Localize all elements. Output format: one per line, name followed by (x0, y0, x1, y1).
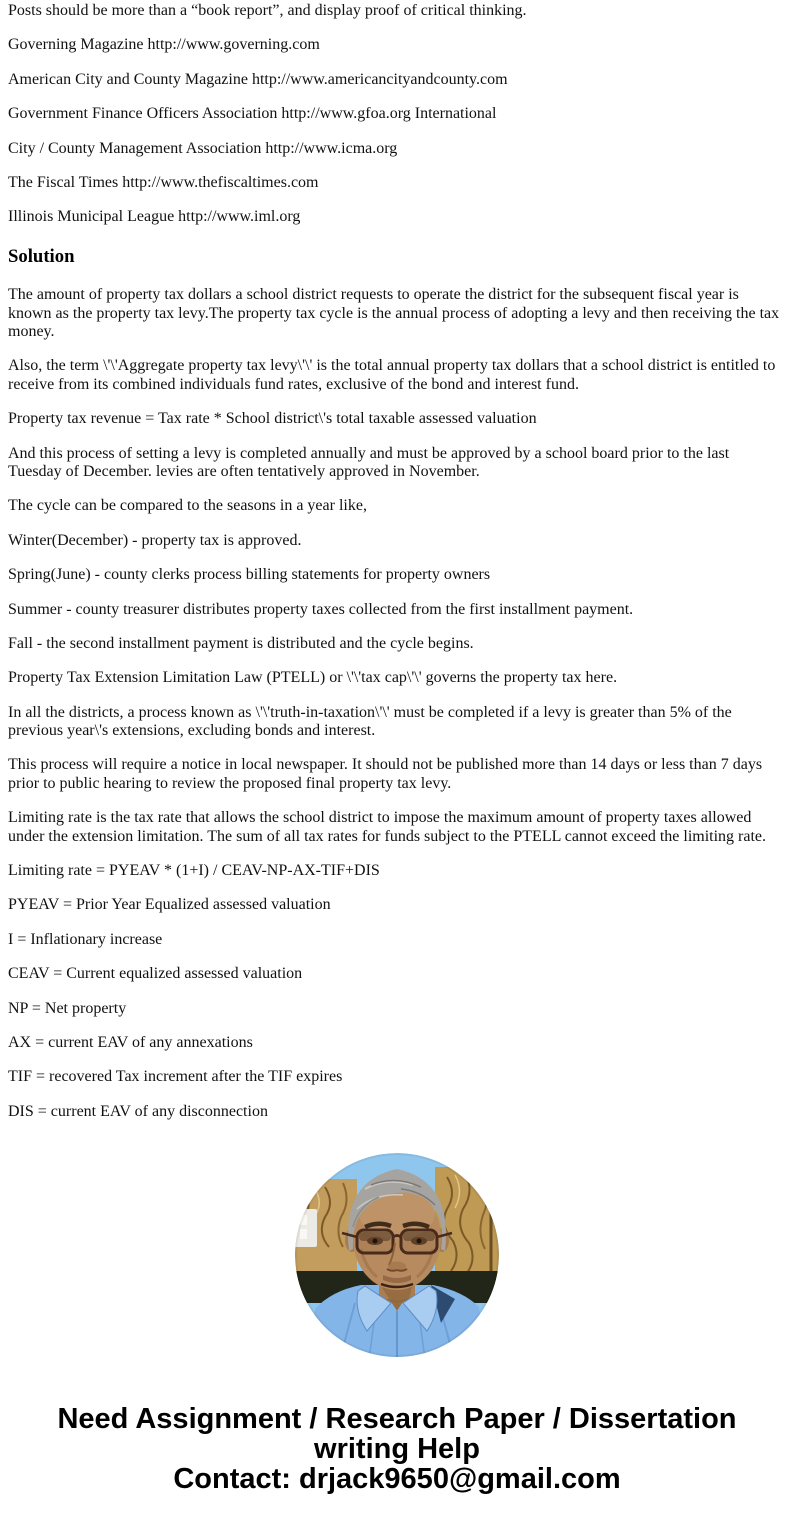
document-body (8, 2, 786, 1121)
solution-paragraph: In all the districts, a process known as \'\'truth-in-taxation\'\' must be completed if a levy is greater than 5% of the previous year\'s extensions, excluding bonds and interest. (8, 703, 732, 740)
solution-paragraph: DIS = current EAV of any disconnection (8, 1102, 268, 1120)
avatar-container (0, 1153, 794, 1357)
solution-paragraph: Winter(December) - property tax is approved. (8, 531, 302, 549)
solution-paragraph: The cycle can be compared to the seasons in a year like, (8, 497, 367, 515)
solution-paragraph: AX = current EAV of any annexations (8, 1034, 253, 1051)
solution-paragraph: Property Tax Extension Limitation Law (PTELL) or \'\'tax cap\'\' governs the property tax here. (8, 669, 618, 687)
solution-paragraph: I = Inflationary increase (8, 930, 163, 948)
solution-paragraph: Limiting rate = PYEAV * (1+I) / CEAV-NP-AX-TIF+DIS (8, 862, 380, 880)
intro-paragraph: Governing Magazine http://www.governing.com (8, 36, 320, 54)
solution-paragraph: Limiting rate is the tax rate that allows the school district to impose the maximum amount of property taxes allowed under the extension limitation. The sum of all tax rates for funds subject to the PTELL cannot exceed the limiting rate. (8, 809, 767, 845)
instructor-avatar-photo (295, 1153, 499, 1357)
solution-heading: Solution (8, 245, 75, 267)
solution-paragraph: NP = Net property (8, 999, 127, 1017)
solution-paragraph: Summer - county treasurer distributes property taxes collected from the first installment payment. (8, 600, 634, 618)
intro-paragraph: American City and County Magazine http://www.americancityandcounty.com (8, 70, 508, 88)
intro-paragraph: The Fiscal Times http://www.thefiscaltimes.com (8, 173, 319, 191)
footer-heading-line2: writing Help (314, 1433, 480, 1466)
solution-paragraph: Spring(June) - county clerks process billing statements for property owners (8, 566, 491, 584)
intro-paragraph: Illinois Municipal League http://www.iml.org (8, 208, 301, 226)
intro-paragraph: City / County Management Association http://www.icma.org (8, 139, 398, 157)
solution-paragraph: PYEAV = Prior Year Equalized assessed valuation (8, 896, 331, 914)
solution-paragraph: Property tax revenue = Tax rate * School district\'s total taxable assessed valuation (8, 410, 537, 428)
intro-paragraph: Posts should be more than a “book report”, and display proof of critical thinking. (8, 2, 527, 19)
intro-paragraph: Government Finance Officers Association http://www.gfoa.org International (8, 105, 497, 123)
solution-paragraph: And this process of setting a levy is completed annually and must be approved by a school board prior to the last Tuesday of December. levies are often tentatively approved in November. (8, 444, 730, 480)
solution-paragraph: Also, the term \'\'Aggregate property tax levy\'\' is the total annual property tax dollars that a school district is entitled to receive from its combined individuals fund rates, exclusive of the bond and interest fund. (8, 357, 776, 393)
solution-paragraph: Fall - the second installment payment is distributed and the cycle begins. (8, 634, 474, 652)
solution-paragraph: The amount of property tax dollars a school district requests to operate the district for the subsequent fiscal year is known as the property tax levy.The property tax cycle is the annual process of adopting a levy and then receiving the tax money. (8, 286, 780, 341)
footer-promo (0, 1404, 794, 1494)
solution-paragraph: TIF = recovered Tax increment after the TIF expires (8, 1068, 343, 1086)
solution-paragraph: CEAV = Current equalized assessed valuation (8, 965, 303, 983)
solution-paragraph: This process will require a notice in local newspaper. It should not be published more than 14 days or less than 7 days prior to public hearing to review the proposed final property tax levy. (8, 756, 763, 792)
footer-contact: Contact: drjack9650@gmail.com (173, 1463, 621, 1496)
footer-heading-line1: Need Assignment / Research Paper / Dissertation (57, 1403, 737, 1436)
